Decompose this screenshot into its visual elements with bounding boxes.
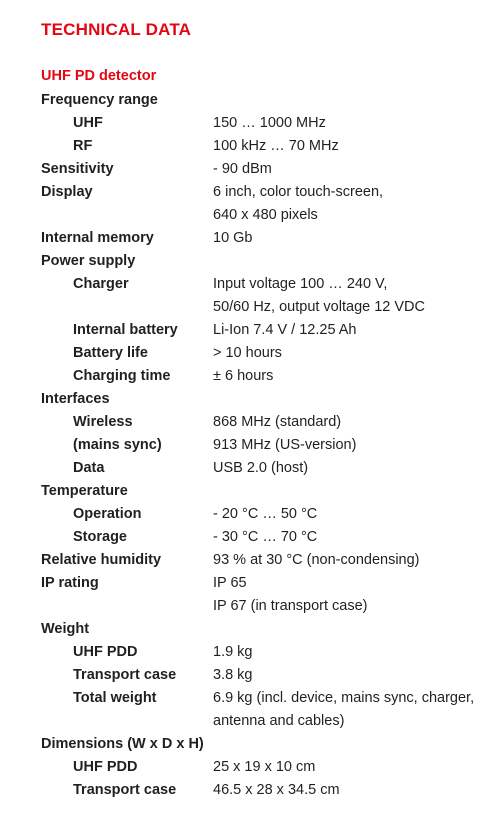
- spec-value: - 20 °C … 50 °C: [213, 506, 318, 522]
- spec-row: [0, 135, 503, 158]
- spec-value: 25 x 19 x 10 cm: [213, 759, 316, 775]
- section-heading: UHF PD detector: [41, 68, 157, 84]
- spec-value: 6.9 kg (incl. device, mains sync, charger,: [213, 690, 475, 706]
- spec-value: 913 MHz (US-version): [213, 437, 357, 453]
- spec-row: [0, 480, 503, 503]
- spec-row: [0, 112, 503, 135]
- spec-label: Internal battery: [73, 322, 178, 338]
- spec-row: [0, 549, 503, 572]
- spec-row: [0, 411, 503, 434]
- spec-value: IP 65: [213, 575, 247, 591]
- spec-label: Total weight: [73, 690, 157, 706]
- spec-row: [0, 503, 503, 526]
- spec-row: [0, 342, 503, 365]
- spec-value: - 90 dBm: [213, 161, 272, 177]
- spec-value: 150 … 1000 MHz: [213, 115, 326, 131]
- spec-value: USB 2.0 (host): [213, 460, 309, 476]
- spec-label: Data: [73, 460, 105, 476]
- spec-label: Charger: [73, 276, 129, 292]
- spec-row: [0, 388, 503, 411]
- spec-label: UHF PDD: [73, 759, 138, 775]
- spec-value: 868 MHz (standard): [213, 414, 342, 430]
- spec-label: Operation: [73, 506, 142, 522]
- spec-row: [0, 227, 503, 250]
- spec-value: Input voltage 100 … 240 V,: [213, 276, 388, 292]
- spec-row: [0, 756, 503, 779]
- spec-row: [0, 319, 503, 342]
- spec-row: [0, 250, 503, 273]
- spec-row: [0, 618, 503, 641]
- spec-row: [0, 457, 503, 480]
- spec-row: [0, 204, 503, 227]
- spec-label: Sensitivity: [41, 161, 114, 177]
- page-title: TECHNICAL DATA: [41, 20, 192, 39]
- spec-label: Weight: [41, 621, 90, 637]
- spec-value: 46.5 x 28 x 34.5 cm: [213, 782, 340, 798]
- spec-row: [0, 181, 503, 204]
- spec-label: (mains sync): [73, 437, 162, 453]
- spec-label: Transport case: [73, 667, 177, 683]
- spec-label: Transport case: [73, 782, 177, 798]
- spec-value: ± 6 hours: [213, 368, 274, 384]
- spec-label: IP rating: [41, 575, 99, 591]
- spec-row: [0, 89, 503, 112]
- spec-value: 640 x 480 pixels: [213, 207, 318, 223]
- spec-value: Li-Ion 7.4 V / 12.25 Ah: [213, 322, 357, 338]
- spec-label: Interfaces: [41, 391, 110, 407]
- spec-row: [0, 595, 503, 618]
- spec-row: [0, 158, 503, 181]
- spec-value: antenna and cables): [213, 713, 345, 729]
- spec-value: 6 inch, color touch-screen,: [213, 184, 384, 200]
- spec-value: 100 kHz … 70 MHz: [213, 138, 339, 154]
- spec-label: Display: [41, 184, 93, 200]
- spec-value: - 30 °C … 70 °C: [213, 529, 318, 545]
- spec-value: 10 Gb: [213, 230, 253, 246]
- spec-row: [0, 572, 503, 595]
- spec-row: [0, 434, 503, 457]
- spec-label: Storage: [73, 529, 127, 545]
- spec-label: Frequency range: [41, 92, 158, 108]
- spec-row: [0, 733, 503, 756]
- spec-row: [0, 526, 503, 549]
- spec-label: Wireless: [73, 414, 133, 430]
- spec-row: [0, 365, 503, 388]
- spec-row: [0, 710, 503, 733]
- spec-value: > 10 hours: [213, 345, 282, 361]
- spec-value: 50/60 Hz, output voltage 12 VDC: [213, 299, 425, 315]
- spec-row: [0, 641, 503, 664]
- spec-label: Relative humidity: [41, 552, 162, 568]
- spec-label: UHF: [73, 115, 103, 131]
- spec-label: Temperature: [41, 483, 128, 499]
- spec-value: 3.8 kg: [213, 667, 253, 683]
- spec-label: UHF PDD: [73, 644, 138, 660]
- spec-value: IP 67 (in transport case): [213, 598, 368, 614]
- spec-row: [0, 664, 503, 687]
- spec-value: 93 % at 30 °C (non-condensing): [213, 552, 420, 568]
- spec-row: [0, 779, 503, 802]
- spec-row: [0, 687, 503, 710]
- spec-row: [0, 273, 503, 296]
- spec-row: [0, 296, 503, 319]
- spec-value: 1.9 kg: [213, 644, 253, 660]
- spec-label: Power supply: [41, 253, 136, 269]
- spec-label: Battery life: [73, 345, 148, 361]
- spec-label: Charging time: [73, 368, 171, 384]
- spec-table: [0, 89, 503, 802]
- spec-label: Internal memory: [41, 230, 154, 246]
- spec-label: RF: [73, 138, 93, 154]
- spec-label: Dimensions (W x D x H): [41, 736, 204, 752]
